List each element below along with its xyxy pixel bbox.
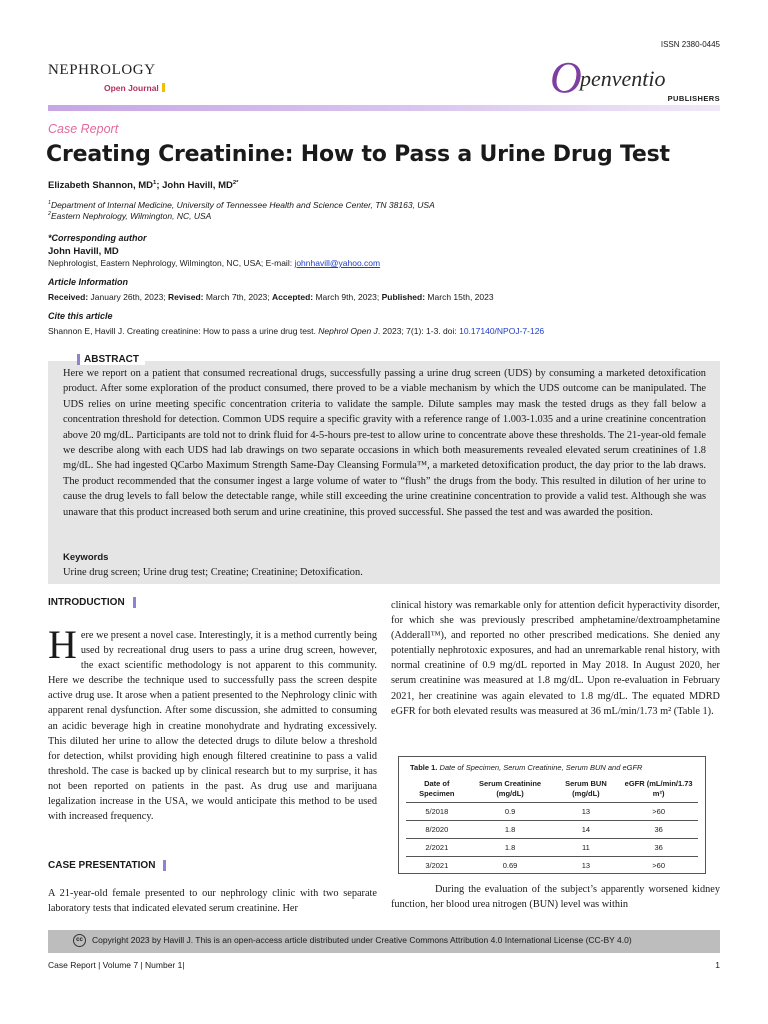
table-caption-text: Date of Specimen, Serum Creatinine, Serum BUN and eGFR <box>437 763 643 772</box>
table-header-date: Date of Specimen <box>406 778 468 803</box>
table-cell: 2/2021 <box>406 839 468 857</box>
drop-cap: H <box>48 622 77 667</box>
received-date: January 26th, 2023; <box>88 292 169 302</box>
table-cell: >60 <box>619 803 698 821</box>
case-presentation-text: A 21-year-old female presented to our nephrology clinic with two separate laboratory tests that indicated elevated serum creatinine. Her <box>48 888 377 915</box>
keywords-text: Urine drug screen; Urine drug test; Creatine; Creatinine; Detoxification. <box>63 567 363 578</box>
affiliation-1-text: Department of Internal Medicine, University of Tennessee Health and Science Center, TN 38163, USA <box>50 200 435 210</box>
table-header-row <box>406 778 698 803</box>
article-title: Creating Creatinine: How to Pass a Urine Drug Test <box>46 142 670 167</box>
license-text: Copyright 2023 by Havill J. This is an open-access article distributed under Creative Commons Attribution 4.0 International License (CC-BY 4.0) <box>92 935 632 945</box>
table-cell: 0.69 <box>502 861 518 871</box>
author-1-sup: 1 <box>153 179 157 186</box>
accepted-label: Accepted: <box>272 292 314 302</box>
case-presentation-heading: CASE PRESENTATION <box>48 860 166 871</box>
page-number: 1 <box>715 960 720 970</box>
affiliation-1-sup: 1 <box>48 200 51 207</box>
affiliation-2-sup: 2 <box>48 211 51 218</box>
keywords-label: Keywords <box>63 552 109 563</box>
table-header-creatinine: Serum Creatinine (mg/dL) <box>468 778 553 803</box>
data-table <box>406 778 698 875</box>
journal-name: NEPHROLOGY <box>48 62 156 78</box>
table-row <box>406 857 698 875</box>
citation-journal: Nephrol Open J <box>318 326 378 336</box>
article-information-label: Article Information <box>48 277 129 287</box>
journal-subtitle <box>104 83 165 93</box>
table-row <box>406 821 698 839</box>
table-cell: 36 <box>619 821 698 839</box>
published-label: Published: <box>381 292 426 302</box>
author-2-sup: 2* <box>232 179 239 186</box>
table-cell: 1.8 <box>468 839 553 857</box>
corresponding-author-affiliation: Nephrologist, Eastern Nephrology, Wilmington, NC, USA; E-mail: <box>48 258 295 268</box>
revised-date: March 7th, 2023; <box>203 292 272 302</box>
corresponding-author-label: *Corresponding author <box>48 233 147 243</box>
received-label: Received: <box>48 292 89 302</box>
introduction-text <box>48 622 377 824</box>
clinical-history-text: clinical history was remarkable only for attention deficit hyperactivity disorder, for which she was previously prescribed amphetamine/dextroamphetamine (Adderall™), and reported no other prescribed medications. She denied any potentially nephrotoxic exposures, and had an unremarkable renal history, with normal creatinine of 0.9 mg/dL reported in May 2018. In August 2020, her serum creatinine was measured at 1.8 mg/dL. Upon re-evaluation in February 2021, her creatinine was again elevated to 1.8 mg/dL. The equated MDRD eGFR for both elevated results was measured at 36 mL/min/1.73 m² (Table 1). <box>391 600 720 717</box>
table-cell: 11 <box>553 839 620 857</box>
author-1: Elizabeth Shannon, MD <box>48 180 154 191</box>
author-2: John Havill, MD <box>162 180 233 191</box>
creative-commons-icon: cc <box>73 934 86 947</box>
authors <box>48 180 238 191</box>
affiliation-1 <box>48 200 435 210</box>
table-cell: 0.9 <box>468 803 553 821</box>
table-row <box>406 803 698 821</box>
doi-link[interactable]: 10.17140/NPOJ-7-126 <box>459 326 545 336</box>
publisher-logo-text: penventio <box>580 66 666 91</box>
evaluation-text: During the evaluation of the subject’s apparently worsened kidney function, her blood urea nitrogen (BUN) level was within <box>391 884 720 911</box>
published-date: March 15th, 2023 <box>425 292 494 302</box>
table-cell: 14 <box>553 821 620 839</box>
publisher-logo-o: O <box>550 53 582 102</box>
accepted-date: March 9th, 2023; <box>313 292 382 302</box>
introduction-heading: INTRODUCTION <box>48 597 136 608</box>
abstract-text: Here we report on a patient that consumed recreational drugs, successfully passing a urine drug screen (UDS) by consuming a marketed detoxification product. After some exploration of the product consumed, there proved to be a viable mechanism by which the UDS outcome can be manipulated. The UDS relies on urine meeting specific concentration criteria to validate the sample. Dilute samples may mask the tested drugs as they fall below a concentration threshold for detection. Common UDS require a specific gravity with a reference range of 1.003-1.035 and a urine creatinine concentration above 20 mg/dL. Participants are told not to drink fluid for 4-5-hours pre-test to allow urine to concentrate above these thresholds. The 21-year-old female we describe along with each UDS had lab drawings on two separate occasions in which both measurements revealed elevated serum creatinines of 1.8 mg/dL. She had ingested QCarbo Maximum Strength Same-Day Cleansing Formula™, a marketed detoxification product, the day prior to the lab draws. The product recommended that the consumer ingest a large volume of water to “flush” the drugs from the body. This resulted in dilution of her urine to cause the drug levels to fall below the detectable range, while still exceeding the urine creatinine concentration to provide a valid test. Although she was unaware that this product increased both serum and urine creatinine, this proved successful. She passed the test and was awarded the position. <box>63 368 706 518</box>
table-row <box>406 839 698 857</box>
footer-volume-info: Case Report | Volume 7 | Number 1| <box>48 960 185 970</box>
email-link[interactable]: johnhavill@yahoo.com <box>294 258 381 268</box>
citation <box>48 326 544 336</box>
author-separator: ; <box>156 180 163 191</box>
article-dates <box>48 292 494 302</box>
header-rule <box>48 105 720 111</box>
table-cell: 36 <box>619 839 698 857</box>
table-header-egfr: eGFR (mL/min/1.73 m²) <box>619 778 698 803</box>
table-cell: 1.8 <box>468 821 553 839</box>
journal-accent-bar <box>162 83 165 92</box>
citation-text-b: . 2023; 7(1): 1-3. doi: <box>377 326 460 336</box>
cite-label: Cite this article <box>48 311 113 321</box>
abstract-heading: ABSTRACT <box>77 354 145 365</box>
publisher-logo <box>550 52 720 107</box>
affiliation-2 <box>48 211 211 221</box>
issn: ISSN 2380-0445 <box>660 40 720 49</box>
citation-text-a: Shannon E, Havill J. Creating creatinine: How to pass a urine drug test. <box>48 326 319 336</box>
table-cell: >60 <box>652 861 665 871</box>
publisher-logo-sub: PUBLISHERS <box>667 94 720 103</box>
revised-label: Revised: <box>168 292 204 302</box>
table-caption <box>410 763 642 772</box>
table-cell: 5/2018 <box>406 803 468 821</box>
corresponding-author-detail <box>48 258 380 268</box>
journal-subtitle-text: Open Journal <box>104 83 159 93</box>
corresponding-author-name: John Havill, MD <box>48 246 119 257</box>
table-header-bun: Serum BUN (mg/dL) <box>553 778 620 803</box>
introduction-body: ere we present a novel case. Interestingly, it is a method currently being used by recreational drug users to pass a urine drug screen, however, the exact scientific methodology is not apparent to this community. Here we describe the technique used to successfully pass the screen despite active drug use. It arose when a patient presented to the Nephrology clinic with apparent renal dysfunction. After some discussion, she admitted to consuming an acidic beverage high in creatine monohydrate and hydrating excessively. This diluted her urine to allow the detected drugs to dilute below a threshold for detection, whilst providing high enough filtered creatinine to pass a valid threshold. The case is backed up by clinical research but to my surprise, it has not been reported on patients in the past. As drug use and marijuana legalization increase in the USA, we would anticipate this method to be used with increased frequency. <box>48 630 377 823</box>
table-caption-label: Table 1. <box>410 763 438 772</box>
table-cell: 3/2021 <box>425 861 449 871</box>
article-type: Case Report <box>48 122 119 136</box>
table-cell: 8/2020 <box>406 821 468 839</box>
table-cell: 13 <box>581 861 591 871</box>
table-cell: 13 <box>553 803 620 821</box>
affiliation-2-text: Eastern Nephrology, Wilmington, NC, USA <box>50 211 212 221</box>
